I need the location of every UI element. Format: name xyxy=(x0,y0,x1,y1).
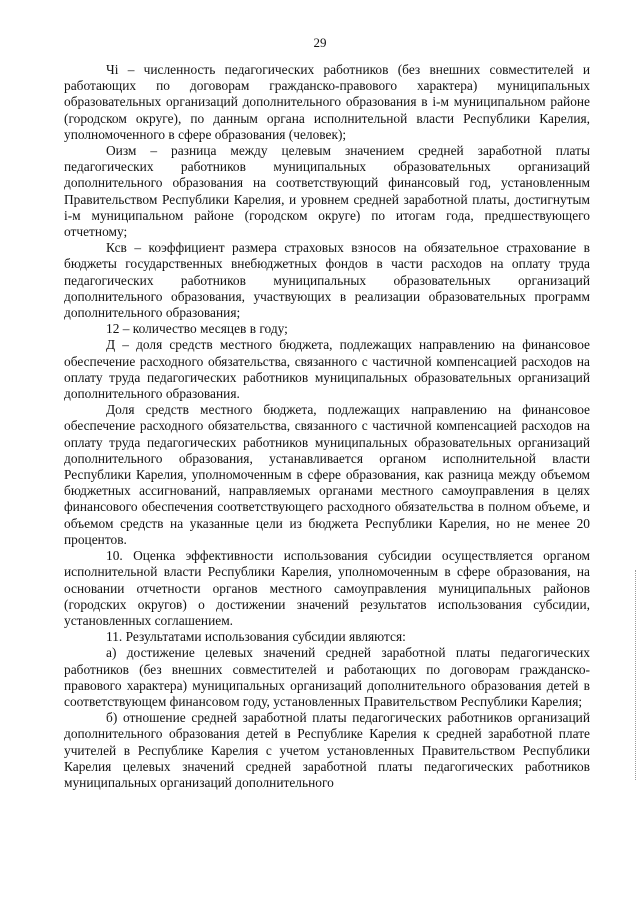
scan-edge-mark xyxy=(635,570,637,780)
paragraph-ksv-definition: Ксв – коэффициент размера страховых взносов на обязательное страхование в бюджеты государственных внебюджетных фондов в части расходов на оплату труда педагогических работников муниципальных образовательных организаций дополнительного образования, участвующих в реализации образовательных программ дополнительного образования; xyxy=(64,240,590,321)
paragraph-months-definition: 12 – количество месяцев в году; xyxy=(106,321,288,337)
paragraph-d-definition: Д – доля средств местного бюджета, подлежащих направлению на финансовое обеспечение расходного обязательства, связанного с частичной компенсацией расходов на оплату труда педагогических работников муниципальных образовательных организаций дополнительного образования. xyxy=(64,337,590,402)
paragraph-item-11-a: а) достижение целевых значений средней заработной платы педагогических работников (без внешних совместителей и работающих по договорам гражданско-правового характера) муниципальных организаций дополнительного образования детей в соответствующем финансовом году, установленных Правительством Республики Карелия; xyxy=(64,645,590,709)
paragraph-local-budget-share: Доля средств местного бюджета, подлежащих направлению на финансовое обеспечение расходного обязательства, связанного с частичной компенсацией расходов на оплату труда педагогических работников муниципальных образовательных организаций дополнительного образования, устанавливается органом исполнительной власти Республики Карелия, уполномоченным в сфере образования, как разница между объемом бюджетных ассигнований, направляемых органами местного самоуправления в целях финансового обеспечения соответствующего расходного обязательства в полном объеме, и объемом средств на указанные цели из бюджета Республики Карелия, но не менее 20 процентов. xyxy=(64,402,590,547)
page-number: 29 xyxy=(313,35,327,50)
paragraph-oizm-definition: Оизм – разница между целевым значением средней заработной платы педагогических работников муниципальных образовательных организаций дополнительного образования на соответствующий финансовый год, установленным Правительством Республики Карелия, и уровнем средней заработной платы, достигнутым i-м муниципальном районе (городском округе) по итогам года, предшествующего отчетному; xyxy=(64,143,590,240)
paragraph-item-11-b: б) отношение средней заработной платы педагогических работников организаций дополнительного образования детей в Республике Карелия к средней заработной плате учителей в Республике Карелия с учетом установленных Правительством Республики Карелия целевых значений средней заработной платы педагогических работников муниципальных организаций дополнительного xyxy=(64,710,590,790)
document-body xyxy=(64,62,590,791)
paragraph-ch-i-definition: Чi – численность педагогических работников (без внешних совместителей и работающих по договорам гражданско-правового характера) муниципальных образовательных организаций дополнительного образования в i-м муниципальном районе (городском округе), по данным органа исполнительной власти Республики Карелия, уполномоченного в сфере образования (человек); xyxy=(64,62,590,142)
paragraph-item-11: 11. Результатами использования субсидии являются: xyxy=(106,629,406,645)
paragraph-item-10: 10. Оценка эффективности использования субсидии осуществляется органом исполнительной власти Республики Карелия, уполномоченным в сфере образования, на основании отчетности органов местного самоуправления муниципальных районов (городских округов) о достижении значений результатов использования субсидии, установленных соглашением. xyxy=(64,548,590,628)
